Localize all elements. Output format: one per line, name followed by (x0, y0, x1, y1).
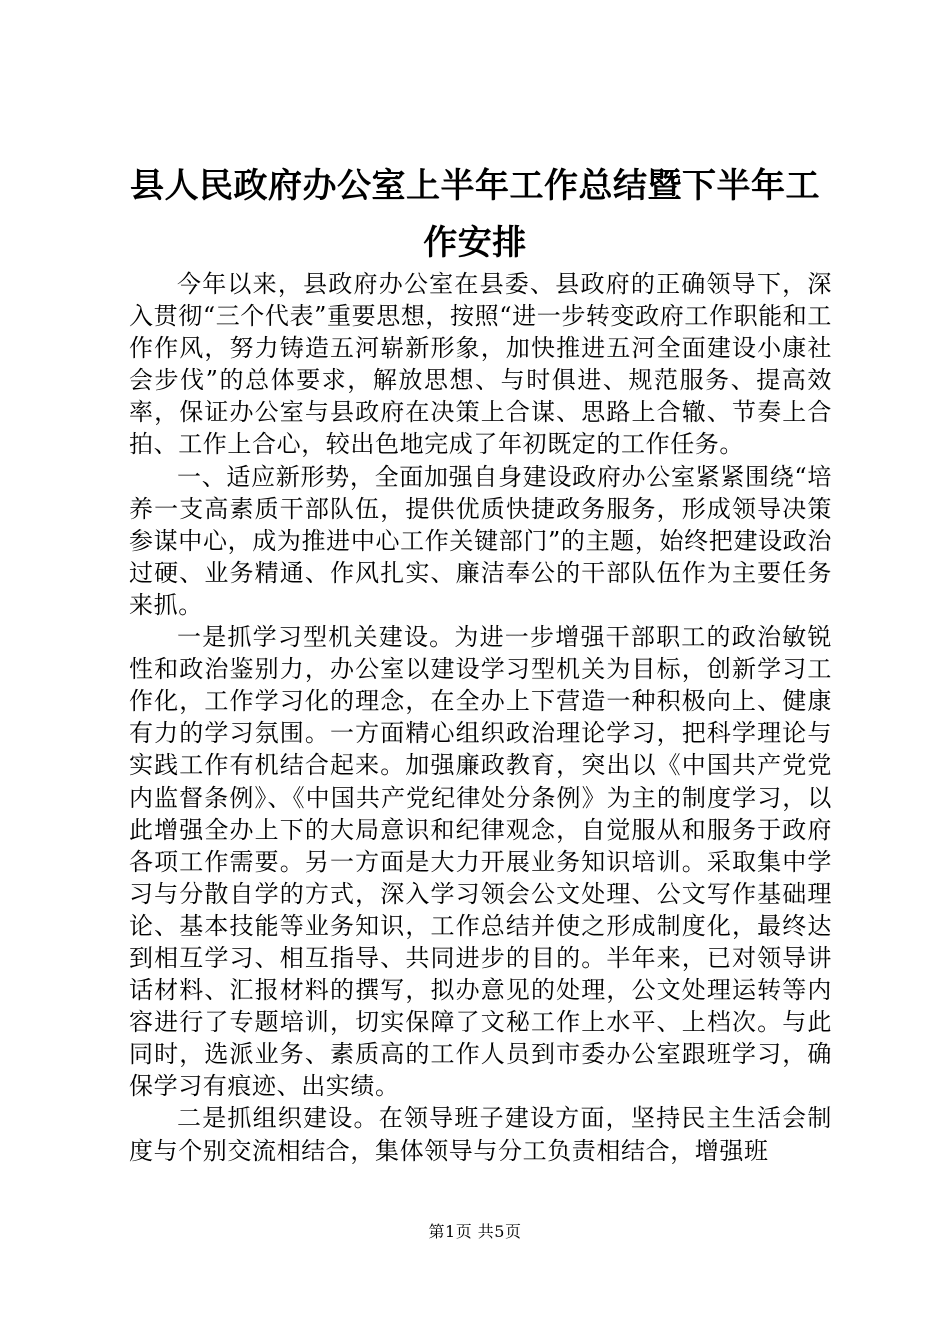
document-title (100, 158, 850, 272)
paragraph: 今年以来，县政府办公室在县委、县政府的正确领导下，深入贯彻“三个代表”重要思想，按照“进一步转变政府工作职能和工作作风，努力铸造五河崭新形象，加快推进五河全面建设小康社会步伐”的总体要求，解放思想、与时俱进、规范服务、提高效率，保证办公室与县政府在决策上合谋、思路上合辙、节奏上合拍、工作上合心，较出色地完成了年初既定的工作任务。 (129, 270, 832, 459)
title-line-2: 作安排 (423, 223, 527, 263)
title-line-1: 县人民政府办公室上半年工作总结暨下半年工 (130, 166, 820, 206)
paragraph: 二是抓组织建设。在领导班子建设方面，坚持民主生活会制度与个别交流相结合，集体领导与分工负责相结合，增强班 (129, 1104, 832, 1165)
paragraph: 一是抓学习型机关建设。为进一步增强干部职工的政治敏锐性和政治鉴别力，办公室以建设学习型机关为目标，创新学习工作化，工作学习化的理念，在全办上下营造一种积极向上、健康有力的学习氛围。一方面精心组织政治理论学习，把科学理论与实践工作有机结合起来。加强廉政教育，突出以《中国共产党党内监督条例》、《中国共产党纪律处分条例》为主的制度学习，以此增强全办上下的大局意识和纪律观念，自觉服从和服务于政府各项工作需要。另一方面是大力开展业务知识培训。采取集中学习与分散自学的方式，深入学习领会公文处理、公文写作基础理论、基本技能等业务知识，工作总结并使之形成制度化，最终达到相互学习、相互指导、共同进步的目的。半年来，已对领导讲话材料、汇报材料的撰写，拟办意见的处理，公文处理运转等内容进行了专题培训，切实保障了文秘工作上水平、上档次。与此同时，选派业务、素质高的工作人员到市委办公室跟班学习，确保学习有痕迹、出实绩。 (129, 623, 832, 1101)
document-body (129, 268, 832, 1167)
paragraph: 一、适应新形势，全面加强自身建设政府办公室紧紧围绕“培养一支高素质干部队伍，提供优质快捷政务服务，形成领导决策参谋中心，成为推进中心工作关键部门”的主题，始终把建设政治过硬、业务精通、作风扎实、廉洁奉公的干部队伍作为主要任务来抓。 (129, 462, 832, 619)
page-footer: 第1页 共5页 (428, 1222, 522, 1241)
